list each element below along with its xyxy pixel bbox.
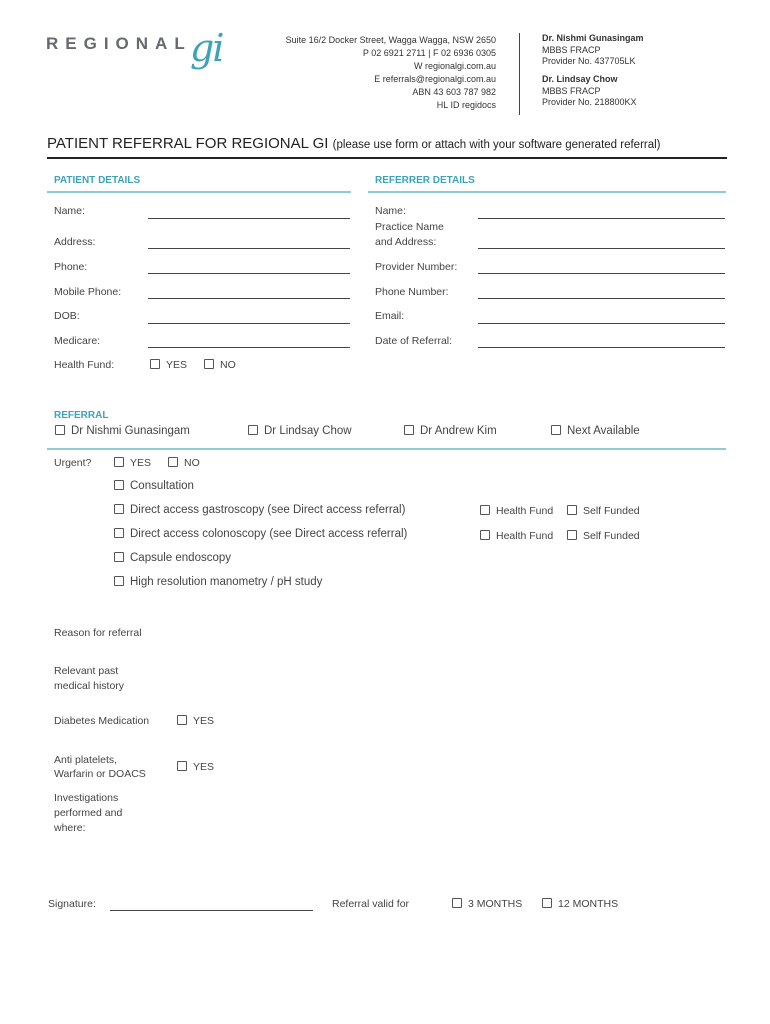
patient-rule [47, 191, 351, 193]
checkbox[interactable] [114, 504, 124, 514]
option-label: Self Funded [583, 530, 640, 542]
option-label: High resolution manometry / pH study [130, 576, 323, 588]
header-divider [519, 33, 520, 115]
referral-rule [47, 448, 726, 450]
doctor-1-provider: Provider No. 437705LK [542, 56, 636, 66]
doctor-option-gunasingam[interactable] [55, 425, 190, 437]
patient-address-field[interactable] [148, 248, 350, 249]
history-label-2: medical history [54, 680, 125, 692]
referrer-email-field[interactable] [478, 323, 725, 324]
health-fund-yes-checkbox[interactable] [150, 359, 160, 369]
checkbox[interactable] [114, 480, 124, 490]
option-label: Self Funded [583, 505, 640, 517]
referral-date-label: Date of Referral: [375, 335, 453, 347]
investigations-label-1: Investigations [54, 792, 119, 804]
website-line: W regionalgi.com.au [413, 61, 496, 71]
checkbox[interactable] [542, 898, 552, 908]
checkbox[interactable] [551, 425, 561, 435]
checkbox[interactable] [114, 528, 124, 538]
anti-label-1: Anti platelets, [54, 754, 118, 766]
health-fund-no[interactable] [204, 359, 236, 371]
checkbox[interactable] [404, 425, 414, 435]
referrer-details-heading: REFERRER DETAILS [375, 175, 475, 186]
option-label: YES [193, 761, 215, 773]
checkbox[interactable] [567, 530, 577, 540]
doctor-2-qual: MBBS FRACP [542, 85, 601, 96]
address-line: Suite 16/2 Docker Street, Wagga Wagga, NSW 2650 [285, 35, 496, 45]
checkbox[interactable] [480, 505, 490, 515]
option-label: 3 MONTHS [468, 898, 523, 910]
patient-name-field[interactable] [148, 218, 350, 219]
practice-address-label: and Address: [375, 236, 437, 248]
option-label: Direct access colonoscopy (see Direct access referral) [130, 528, 408, 540]
provider-number-label: Provider Number: [375, 261, 458, 273]
patient-medicare-field[interactable] [148, 347, 350, 348]
colonoscopy-health-fund[interactable] [480, 530, 553, 542]
referral-heading: REFERRAL [54, 410, 109, 421]
health-fund-yes-label: YES [166, 359, 188, 371]
checkbox[interactable] [114, 552, 124, 562]
referrer-email-label: Email: [375, 310, 405, 322]
patient-details-heading: PATIENT DETAILS [54, 175, 141, 186]
practice-name-label: Practice Name [375, 221, 444, 233]
doctor-option-kim[interactable] [404, 425, 497, 437]
service-manometry[interactable] [114, 576, 322, 588]
form-title [47, 135, 661, 152]
service-colonoscopy[interactable] [114, 528, 407, 540]
urgent-yes[interactable] [114, 457, 151, 469]
option-label: YES [193, 715, 215, 727]
urgent-no[interactable] [168, 457, 200, 469]
patient-dob-label: DOB: [54, 310, 80, 322]
doctor-1 [542, 33, 644, 68]
investigations-label-3: where: [54, 822, 86, 834]
checkbox[interactable] [177, 715, 187, 725]
investigations-label-2: performed and [54, 807, 123, 819]
patient-phone-field[interactable] [148, 273, 350, 274]
option-label: Health Fund [496, 530, 554, 542]
option-label: Dr Nishmi Gunasingam [71, 425, 190, 437]
signature-field[interactable] [110, 910, 313, 911]
doctor-1-name: Dr. Nishmi Gunasingam [542, 33, 644, 43]
checkbox[interactable] [114, 576, 124, 586]
diabetes-yes[interactable] [177, 715, 214, 727]
doctor-2-provider: Provider No. 218800KX [542, 97, 637, 107]
health-fund-label: Health Fund: [54, 359, 115, 371]
reason-label: Reason for referral [54, 627, 142, 639]
gastroscopy-self-funded[interactable] [567, 505, 640, 517]
colonoscopy-self-funded[interactable] [567, 530, 640, 542]
logo-text: REGIONAL [46, 34, 192, 53]
email-line: E referrals@regionalgi.com.au [374, 74, 496, 84]
doctor-option-next-available[interactable] [551, 425, 640, 437]
option-label: Next Available [567, 425, 640, 437]
health-fund-yes[interactable] [150, 359, 187, 371]
option-label: YES [130, 457, 152, 469]
patient-address-label: Address: [54, 236, 96, 248]
checkbox[interactable] [452, 898, 462, 908]
referrer-name-label: Name: [375, 205, 406, 217]
form-title-main: PATIENT REFERRAL FOR REGIONAL GI [47, 135, 329, 152]
checkbox[interactable] [114, 457, 124, 467]
hlid-line: HL ID regidocs [436, 100, 496, 110]
patient-medicare-label: Medicare: [54, 335, 101, 347]
anti-yes[interactable] [177, 761, 214, 773]
valid-3-months[interactable] [452, 898, 522, 910]
referrer-rule [368, 191, 726, 193]
referral-date-field[interactable] [478, 347, 725, 348]
option-label: Capsule endoscopy [130, 552, 232, 564]
valid-12-months[interactable] [542, 898, 618, 910]
option-label: Dr Lindsay Chow [264, 425, 352, 437]
option-label: Consultation [130, 480, 194, 492]
service-consultation[interactable] [114, 480, 194, 492]
patient-mobile-label: Mobile Phone: [54, 286, 122, 298]
doctor-2 [542, 74, 637, 109]
checkbox[interactable] [248, 425, 258, 435]
doctor-2-name: Dr. Lindsay Chow [542, 74, 618, 84]
patient-phone-label: Phone: [54, 261, 88, 273]
abn-line: ABN 43 603 787 982 [412, 87, 496, 97]
health-fund-no-checkbox[interactable] [204, 359, 214, 369]
option-label: Direct access gastroscopy (see Direct access referral) [130, 504, 406, 516]
gastroscopy-health-fund[interactable] [480, 505, 553, 517]
referrer-phone-field[interactable] [478, 298, 725, 299]
service-gastroscopy[interactable] [114, 504, 405, 516]
doctor-1-qual: MBBS FRACP [542, 44, 601, 55]
phone-fax-line: P 02 6921 2711 | F 02 6936 0305 [362, 48, 496, 58]
service-capsule-endoscopy[interactable] [114, 552, 231, 564]
health-fund-no-label: NO [220, 359, 236, 371]
referrer-name-field[interactable] [478, 218, 725, 219]
option-label: Dr Andrew Kim [420, 425, 497, 437]
title-rule [47, 157, 727, 159]
signature-label: Signature: [48, 898, 96, 910]
anti-label-2: Warfarin or DOACS [54, 768, 146, 780]
history-label-1: Relevant past [54, 665, 119, 677]
patient-dob-field[interactable] [148, 323, 350, 324]
provider-number-field[interactable] [478, 273, 725, 274]
option-label: 12 MONTHS [558, 898, 619, 910]
diabetes-label: Diabetes Medication [54, 715, 150, 727]
patient-mobile-field[interactable] [148, 298, 350, 299]
patient-name-label: Name: [54, 205, 85, 217]
form-title-sub: (please use form or attach with your software generated referral) [332, 139, 661, 151]
checkbox[interactable] [168, 457, 178, 467]
urgent-label: Urgent? [54, 457, 92, 469]
option-label: NO [184, 457, 200, 469]
valid-for-label: Referral valid for [332, 898, 410, 910]
doctor-option-chow[interactable] [248, 425, 352, 437]
checkbox[interactable] [480, 530, 490, 540]
referrer-phone-label: Phone Number: [375, 286, 449, 298]
checkbox[interactable] [177, 761, 187, 771]
option-label: Health Fund [496, 505, 554, 517]
practice-field[interactable] [478, 248, 725, 249]
logo-gi: gi [190, 26, 223, 70]
checkbox[interactable] [567, 505, 577, 515]
checkbox[interactable] [55, 425, 65, 435]
